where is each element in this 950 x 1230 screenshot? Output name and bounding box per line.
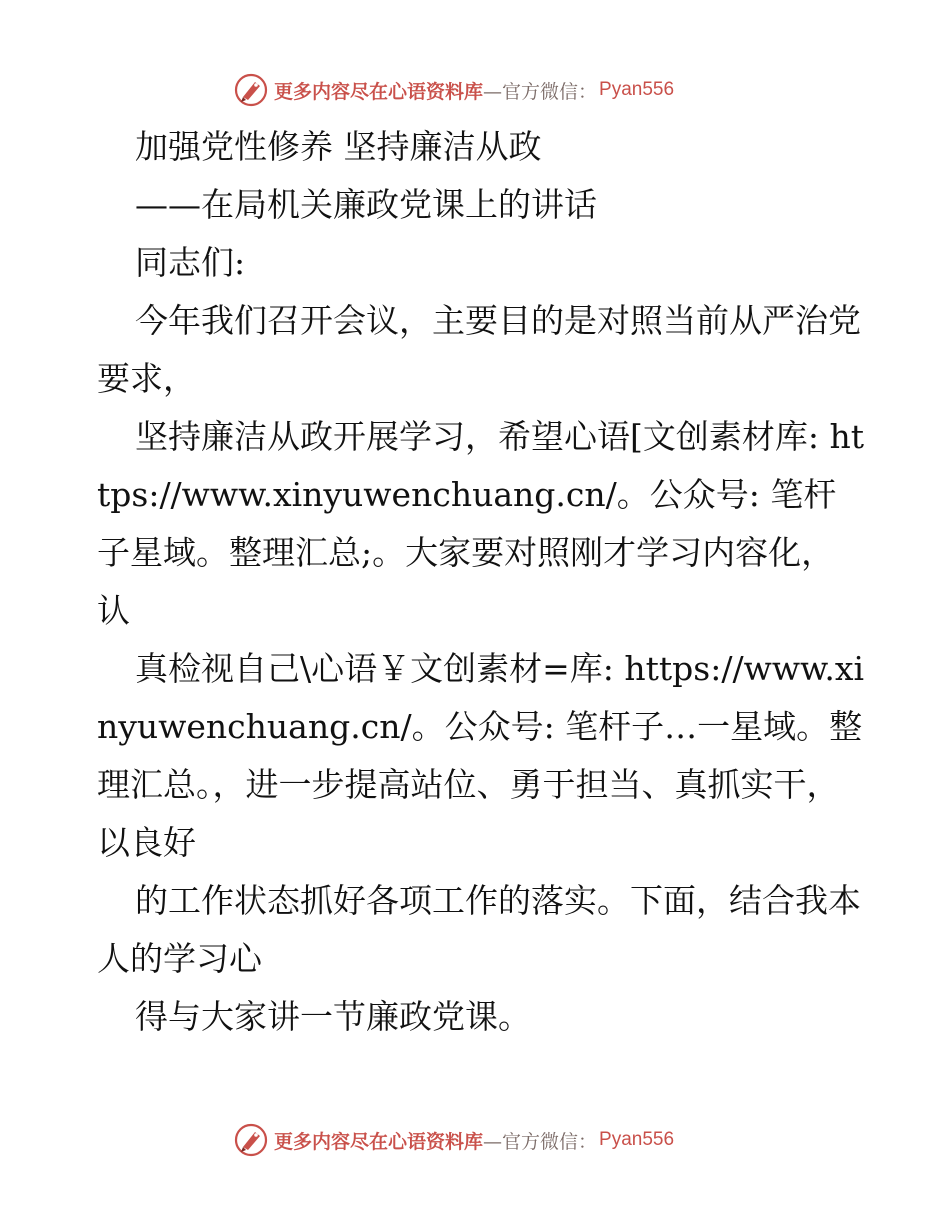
- banner-dash-text: —官方微信：: [483, 80, 598, 103]
- paragraph: 得与大家讲一节廉政党课。: [135, 997, 531, 1036]
- banner-dash-text: —官方微信：: [483, 1130, 598, 1153]
- document-body: [97, 118, 867, 1046]
- banner-brand-text: 更多内容尽在心语资料库: [274, 1130, 484, 1153]
- document-salutation: 同志们:: [135, 243, 246, 282]
- banner-wechat-id: Pyan556: [599, 1129, 675, 1150]
- footer-banner: [234, 1122, 674, 1158]
- paragraph: 坚持廉洁从政开展学习，希望心语[文创素材库: https://www.xinyuwenchuang.cn/。公众号: 笔杆子星域。整理汇总;。大家要对照刚才学习内容化，认: [97, 417, 864, 630]
- paragraph: 真检视自己\心语￥文创素材=库: https://www.xinyuwenchuang.cn/。公众号: 笔杆子…一星域。整理汇总。，进一步提高站位、勇于担当、真抓实干，以良好: [97, 649, 865, 862]
- header-banner: [234, 72, 674, 108]
- document-title: 加强党性修养 坚持廉洁从政: [135, 127, 542, 166]
- pen-nib-logo-icon: [234, 73, 268, 107]
- paragraph: 今年我们召开会议，主要目的是对照当前从严治党要求，: [97, 301, 861, 398]
- document-subtitle: ——在局机关廉政党课上的讲话: [135, 185, 597, 224]
- banner-brand-text: 更多内容尽在心语资料库: [274, 80, 484, 103]
- banner-wechat-id: Pyan556: [599, 79, 675, 100]
- paragraph: 的工作状态抓好各项工作的落实。下面，结合我本人的学习心: [97, 881, 861, 978]
- pen-nib-logo-icon: [234, 1123, 268, 1157]
